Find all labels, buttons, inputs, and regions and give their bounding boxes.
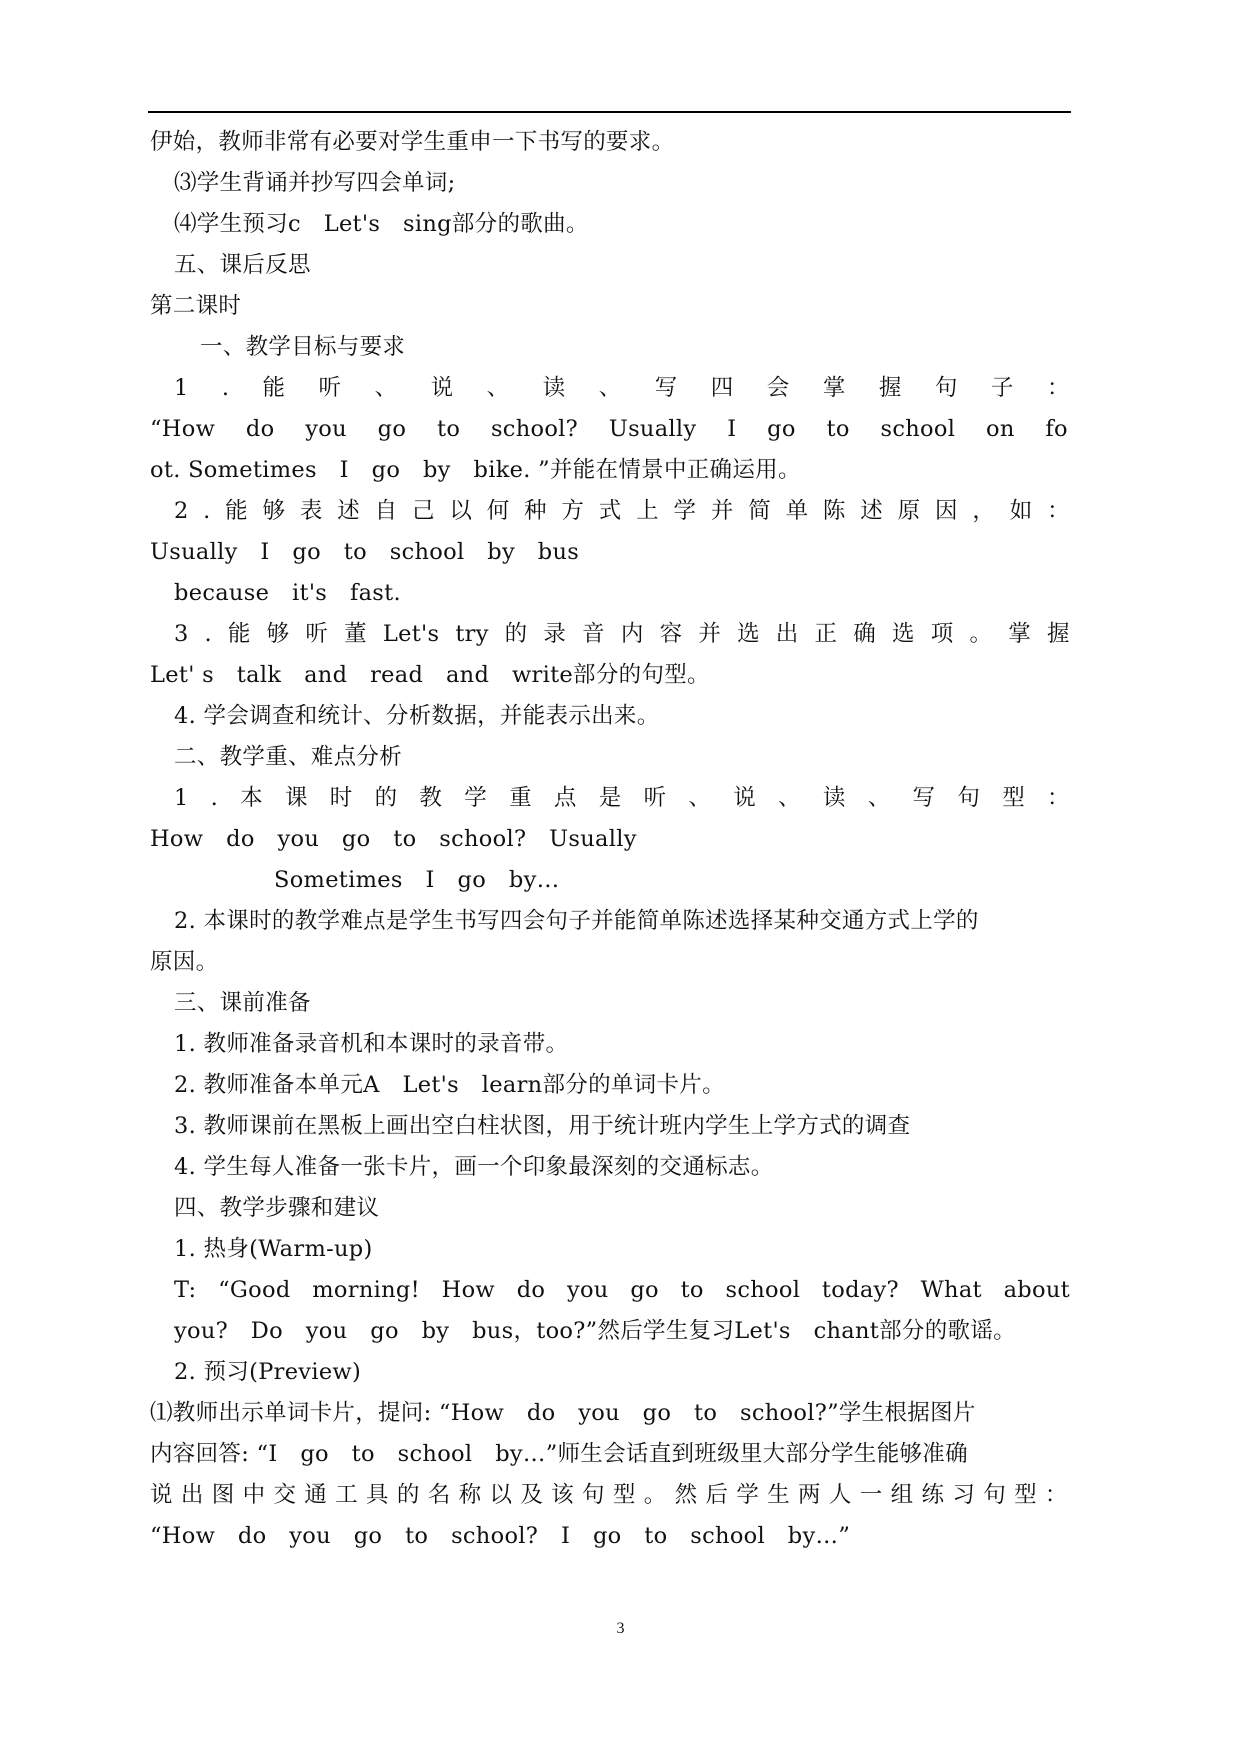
text-line: 四、教学步骤和建议 [174, 1195, 380, 1221]
word: morning! [312, 1277, 420, 1303]
word: 握 [1046, 621, 1070, 647]
word: 3 [174, 621, 189, 647]
word: 确 [853, 621, 877, 647]
word: 1 [174, 785, 189, 811]
word: “How [150, 416, 216, 442]
word: 2 [174, 498, 189, 524]
word: 容 [659, 621, 683, 647]
word: 能 [225, 498, 248, 524]
word: I [727, 416, 737, 442]
word: 教 [419, 785, 443, 811]
text-line: 4. 学生每人准备一张卡片，画一个印象最深刻的交通标志。 [174, 1154, 774, 1180]
word: 选 [892, 621, 915, 647]
word: 后 [705, 1482, 729, 1508]
word: . [204, 621, 212, 647]
word: 、 [688, 785, 712, 811]
word: 通 [304, 1482, 328, 1508]
word: 写 [912, 785, 936, 811]
word: 是 [598, 785, 622, 811]
word: you [566, 1277, 609, 1303]
word: 句 [934, 375, 958, 401]
word: 并 [698, 621, 722, 647]
word: 学 [736, 1482, 760, 1508]
word: T: [174, 1277, 197, 1303]
word: 掌 [1008, 621, 1032, 647]
word: 会 [766, 375, 790, 401]
word: 读 [822, 785, 846, 811]
word: 听 [643, 785, 667, 811]
text-line: you? Do you go by bus，too?”然后学生复习Let's chant部分的歌谣。 [174, 1318, 1016, 1344]
text-line: 三、课前准备 [174, 990, 311, 1016]
word: “Good [218, 1277, 291, 1303]
word: 够 [262, 498, 286, 524]
word: 的 [396, 1482, 420, 1508]
word: 交 [273, 1482, 297, 1508]
text-line: 2. 教师准备本单元A Let's learn部分的单词卡片。 [174, 1072, 725, 1098]
word: Usually [608, 416, 697, 442]
word: 人 [828, 1482, 852, 1508]
word: 上 [636, 498, 659, 524]
word: to [436, 416, 461, 442]
word: 陈 [822, 498, 846, 524]
word: do [245, 416, 275, 442]
word: 、 [867, 785, 891, 811]
text-line: “How do you go to school? I go to school by…” [150, 1523, 851, 1549]
word: 正 [814, 621, 838, 647]
text-line: Sometimes I go by… [274, 867, 560, 893]
text-line [174, 368, 1070, 408]
word: 选 [737, 621, 760, 647]
word: 图 [211, 1482, 235, 1508]
word: ： [1046, 375, 1070, 401]
word: 、 [486, 375, 510, 401]
word: . [210, 785, 219, 811]
word: 句 [957, 785, 981, 811]
word: 出 [180, 1482, 204, 1508]
text-line: 五、课后反思 [174, 252, 311, 278]
word: 够 [266, 621, 290, 647]
word: 学 [464, 785, 488, 811]
page-number: 3 [616, 1620, 625, 1637]
word: 内 [620, 621, 644, 647]
text-line: ot. Sometimes I go by bike. ”并能在情景中正确运用。 [150, 457, 801, 483]
word: 并 [710, 498, 734, 524]
word: 练 [921, 1482, 945, 1508]
word: How [441, 1277, 495, 1303]
text-line: How do you go to school? Usually [150, 826, 637, 852]
text-line: 内容回答: “I go to school by…”师生会话直到班级里大部分学生能够准确 [150, 1441, 968, 1467]
word: school? [490, 416, 579, 442]
word: 型 [1002, 785, 1025, 811]
word: 自 [374, 498, 398, 524]
word: 项 [930, 621, 954, 647]
word: 因 [935, 498, 958, 524]
word: 、 [778, 785, 801, 811]
word: 及 [520, 1482, 544, 1508]
word: . [221, 375, 230, 401]
word: 式 [598, 498, 622, 524]
header-rule [148, 111, 1071, 113]
word: 己 [411, 498, 435, 524]
word: 、 [374, 375, 398, 401]
text-line: Usually I go to school by bus [150, 539, 580, 565]
word: 句 [582, 1482, 605, 1508]
text-line: ⑶学生背诵并抄写四会单词; [174, 170, 456, 196]
word: do [516, 1277, 546, 1303]
word: on [985, 416, 1015, 442]
word: 以 [449, 498, 473, 524]
word: 董 [344, 621, 367, 647]
word: 种 [524, 498, 547, 524]
word: about [1003, 1277, 1070, 1303]
text-line [174, 491, 1070, 531]
word: 一 [859, 1482, 883, 1508]
text-line: 一、教学目标与要求 [200, 334, 406, 360]
text-line: 2. 预习(Preview) [174, 1359, 362, 1385]
word: 生 [767, 1482, 790, 1508]
word: 音 [582, 621, 605, 647]
word: 何 [486, 498, 510, 524]
word: 能 [262, 375, 286, 401]
word: 具 [366, 1482, 389, 1508]
text-line [174, 1270, 1070, 1310]
word: 中 [242, 1482, 266, 1508]
word: 述 [337, 498, 361, 524]
word: 听 [305, 621, 329, 647]
word: 说 [150, 1482, 173, 1508]
word: 。 [643, 1482, 667, 1508]
word: 然 [674, 1482, 698, 1508]
word: ： [1047, 785, 1070, 811]
word: 学 [673, 498, 697, 524]
word: 型 [612, 1482, 636, 1508]
word: 工 [335, 1482, 358, 1508]
text-line [174, 778, 1070, 818]
text-line: 1. 教师准备录音机和本课时的录音带。 [174, 1031, 569, 1057]
text-line: 1. 热身(Warm-up) [174, 1236, 373, 1262]
word: 握 [878, 375, 902, 401]
word: 写 [654, 375, 678, 401]
word: 读 [542, 375, 566, 401]
word: 型 [1014, 1482, 1037, 1508]
word: ： [1044, 1482, 1068, 1508]
word: 单 [785, 498, 809, 524]
word: 课 [284, 785, 308, 811]
word: to [826, 416, 850, 442]
word: 该 [551, 1482, 574, 1508]
word: 原 [897, 498, 921, 524]
word: you [305, 416, 347, 442]
word: 表 [299, 498, 323, 524]
word: 重 [509, 785, 532, 811]
word: 简 [748, 498, 772, 524]
text-line: 第二课时 [150, 293, 242, 319]
word: 以 [489, 1482, 513, 1508]
word: 的 [374, 785, 398, 811]
text-line: 二、教学重、难点分析 [174, 744, 403, 770]
word: 述 [860, 498, 884, 524]
word: 听 [318, 375, 342, 401]
word: go [377, 416, 407, 442]
word: 称 [458, 1482, 482, 1508]
word: 点 [553, 785, 577, 811]
text-line: 伊始，教师非常有必要对学生重申一下书写的要求。 [150, 129, 675, 155]
word: 方 [561, 498, 585, 524]
word: school [725, 1277, 801, 1303]
word: today? [821, 1277, 899, 1303]
word: ： [1047, 498, 1070, 524]
word: 出 [775, 621, 799, 647]
word: fo [1045, 416, 1068, 442]
word: 录 [543, 621, 567, 647]
text-line: 3. 教师课前在黑板上画出空白柱状图，用于统计班内学生上学方式的调查 [174, 1113, 911, 1139]
word: 名 [427, 1482, 451, 1508]
text-line: 原因。 [150, 949, 219, 975]
word: 句 [983, 1482, 1007, 1508]
word: 时 [329, 785, 353, 811]
word: . [203, 498, 211, 524]
word: 的 [504, 621, 528, 647]
word: 、 [598, 375, 622, 401]
text-line: because it's fast. [174, 580, 401, 606]
text-line [150, 1475, 1068, 1515]
word: 两 [798, 1482, 821, 1508]
word: 。 [969, 621, 993, 647]
word: school [880, 416, 956, 442]
word: 说 [430, 375, 454, 401]
word: 说 [733, 785, 757, 811]
word: Let's [382, 621, 440, 647]
text-line: Let' s talk and read and write部分的句型。 [150, 662, 710, 688]
text-line: 2. 本课时的教学难点是学生书写四会句子并能简单陈述选择某种交通方式上学的 [174, 908, 979, 934]
word: 组 [890, 1482, 914, 1508]
word: 1 [174, 375, 189, 401]
word: 四 [710, 375, 734, 401]
word: 能 [227, 621, 251, 647]
text-line: 4. 学会调查和统计、分析数据，并能表示出来。 [174, 703, 660, 729]
text-line: ⑷学生预习c Let's sing部分的歌曲。 [174, 211, 589, 237]
word: 如 [1009, 498, 1033, 524]
text-line [174, 614, 1070, 654]
word: 习 [952, 1482, 976, 1508]
word: go [630, 1277, 659, 1303]
word: to [680, 1277, 704, 1303]
word: 子 [990, 375, 1014, 401]
word: 掌 [822, 375, 846, 401]
word: go [767, 416, 796, 442]
word: ， [972, 498, 996, 524]
text-line [150, 409, 1068, 449]
word: What [920, 1277, 982, 1303]
text-line: ⑴教师出示单词卡片，提问: “How do you go to school?”学生根据图片 [150, 1400, 976, 1426]
word: try [455, 621, 489, 647]
word: 本 [240, 785, 263, 811]
